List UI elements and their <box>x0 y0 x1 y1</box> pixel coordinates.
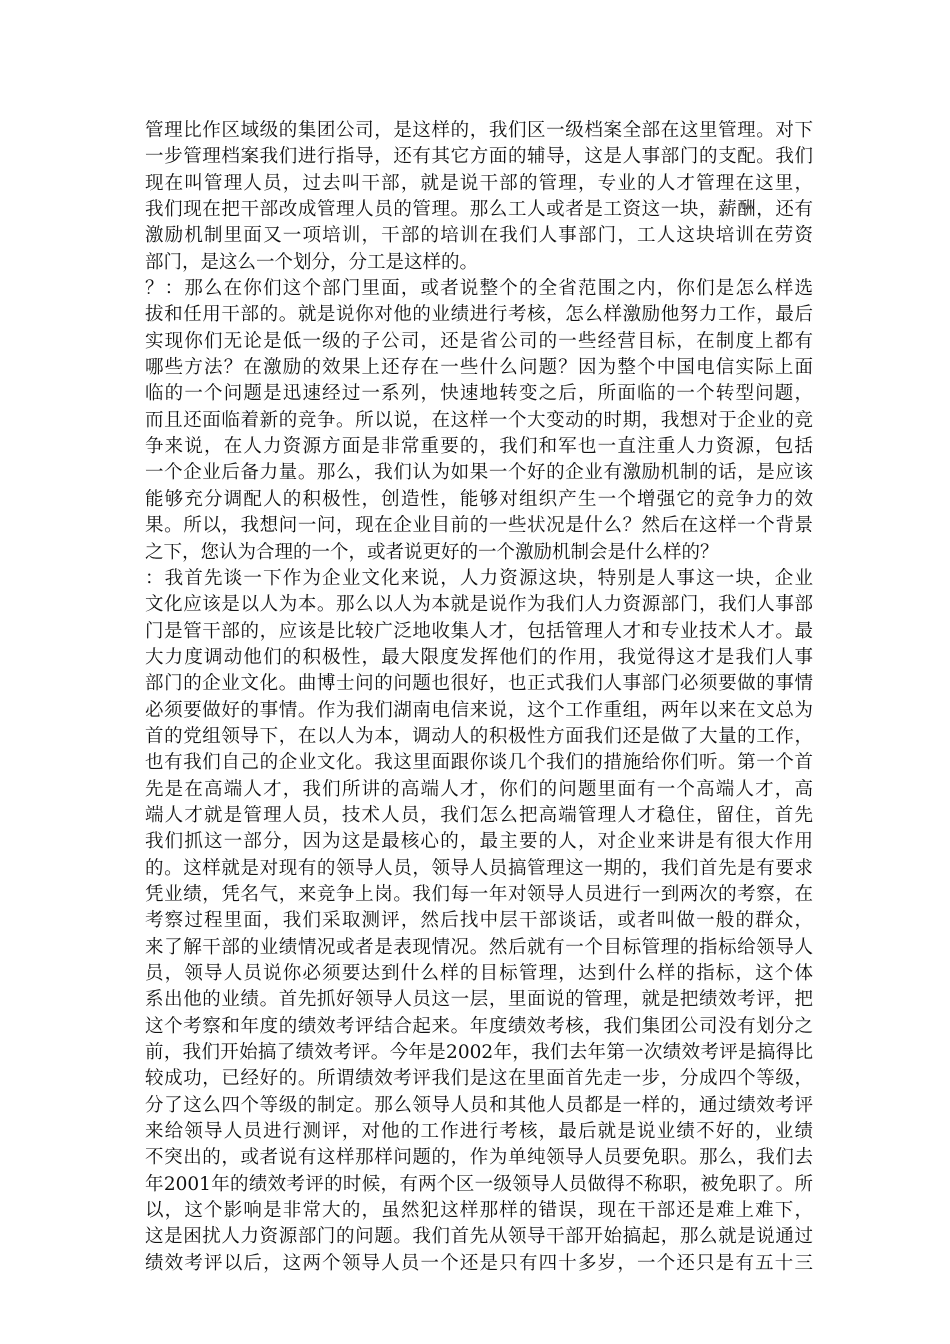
text-line: 部门，是这么一个划分，分工是这样的。 <box>145 251 479 273</box>
text-line: 较成功，已经好的。所谓绩效考评我们是这在里面首先走一步，分成四个等级， <box>145 1068 813 1090</box>
text-line: 的。这样就是对现有的领导人员，领导人员搞管理这一期的，我们首先是有要求 <box>145 857 813 879</box>
text-line: 我们抓这一部分，因为这是最核心的，最主要的人，对企业来讲是有很大作用 <box>145 831 813 853</box>
text-line: 一个企业后备力量。那么，我们认为如果一个好的企业有激励机制的话，是应该 <box>145 462 813 484</box>
text-line: 我们现在把干部改成管理人员的管理。那么工人或者是工资这一块，薪酬，还有 <box>145 199 813 221</box>
text-line: 必须要做好的事情。作为我们湖南电信来说，这个工作重组，两年以来在文总为 <box>145 699 813 721</box>
text-line: 门是管干部的，应该是比较广泛地收集人才，包括管理人才和专业技术人才。最 <box>145 620 813 642</box>
text-line: ：我首先谈一下作为企业文化来说，人力资源这块，特别是人事这一块，企业 <box>145 567 813 589</box>
text-line: 员，领导人员说你必须要达到什么样的目标管理，达到什么样的指标，这个体 <box>145 963 813 984</box>
text-line: 也有我们自己的企业文化。我这里面跟你谈几个我们的措施给你们听。第一个首 <box>145 752 813 774</box>
text-line: 考察过程里面，我们采取测评，然后找中层干部谈话，或者叫做一般的群众， <box>145 910 813 932</box>
text-line: 这是困扰人力资源部门的问题。我们首先从领导干部开始搞起，那么就是说通过 <box>145 1226 813 1248</box>
text-line: 管理比作区域级的集团公司，是这样的，我们区一级档案全部在这里管理。对下 <box>145 120 813 141</box>
text-line: 而且还面临着新的竞争。所以说，在这样一个大变动的时期，我想对于企业的竞 <box>145 409 813 431</box>
text-line: 不突出的，或者说有这样那样问题的，作为单纯领导人员要免职。那么，我们去 <box>145 1147 813 1169</box>
text-line: 端人才就是管理人员，技术人员，我们怎么把高端管理人才稳住，留住，首先 <box>145 804 813 826</box>
text-line: 现在叫管理人员，过去叫干部，就是说干部的管理，专业的人才管理在这里， <box>145 172 813 194</box>
text-line: 能够充分调配人的积极性，创造性，能够对组织产生一个增强它的竞争力的效 <box>145 488 813 510</box>
text-line: 果。所以，我想问一问，现在企业目前的一些状况是什么？然后在这样一个背景 <box>145 515 813 537</box>
text-line: 先是在高端人才，我们所讲的高端人才，你们的问题里面有一个高端人才，高 <box>145 778 813 800</box>
text-line: 来给领导人员进行测评，对他的工作进行考核，最后就是说业绩不好的，业绩 <box>145 1121 813 1143</box>
text-line: 首的党组领导下，在以人为本，调动人的积极性方面我们还是做了大量的工作， <box>145 725 813 747</box>
text-line: 实现你们无论是低一级的子公司，还是省公司的一些经营目标，在制度上都有 <box>145 330 813 352</box>
text-line: 之下，您认为合理的一个，或者说更好的一个激励机制会是什么样的？ <box>145 541 719 563</box>
text-line: 以，这个影响是非常大的，虽然犯这样那样的错误，现在干部还是难上难下， <box>145 1200 813 1222</box>
document-page <box>145 118 813 1277</box>
text-line: 临的一个问题是迅速经过一系列，快速地转变之后，所面临的一个转型问题， <box>145 383 813 405</box>
text-line: 大力度调动他们的积极性，最大限度发挥他们的作用，我觉得这才是我们人事 <box>145 646 813 668</box>
text-line: 一步管理档案我们进行指导，还有其它方面的辅导，这是人事部门的支配。我们 <box>145 146 813 168</box>
text-line: 前，我们开始搞了绩效考评。今年是2002年，我们去年第一次绩效考评是搞得比 <box>145 1042 813 1064</box>
text-line: 分了这么四个等级的制定。那么领导人员和其他人员都是一样的，通过绩效考评 <box>145 1094 813 1116</box>
text-line: 部门的企业文化。曲博士问的问题也很好，也正式我们人事部门必须要做的事情 <box>145 673 813 695</box>
text-line: ？：那么在你们这个部门里面，或者说整个的全省范围之内，你们是怎么样选 <box>145 278 813 300</box>
text-line: 争来说，在人力资源方面是非常重要的，我们和军也一直注重人力资源，包括 <box>145 436 813 458</box>
text-line: 来了解干部的业绩情况或者是表现情况。然后就有一个目标管理的指标给领导人 <box>145 936 813 958</box>
text-line: 凭业绩，凭名气，来竞争上岗。我们每一年对领导人员进行一到两次的考察，在 <box>145 883 813 905</box>
text-line: 文化应该是以人为本。那么以人为本就是说作为我们人力资源部门，我们人事部 <box>145 594 813 616</box>
text-line: 哪些方法？在激励的效果上还存在一些什么问题？因为整个中国电信实际上面 <box>145 357 813 379</box>
text-line: 绩效考评以后，这两个领导人员一个还是只有四十多岁，一个还只是有五十三 <box>145 1252 813 1274</box>
text-line: 系出他的业绩。首先抓好领导人员这一层，里面说的管理，就是把绩效考评，把 <box>145 989 813 1011</box>
text-line: 这个考察和年度的绩效考评结合起来。年度绩效考核，我们集团公司没有划分之 <box>145 1015 813 1037</box>
text-line: 拔和任用干部的。就是说你对他的业绩进行考核，怎么样激励他努力工作，最后 <box>145 304 813 326</box>
text-line: 激励机制里面又一项培训，干部的培训在我们人事部门，工人这块培训在劳资 <box>145 225 813 247</box>
text-line: 年2001年的绩效考评的时候，有两个区一级领导人员做得不称职，被免职了。所 <box>145 1173 813 1195</box>
